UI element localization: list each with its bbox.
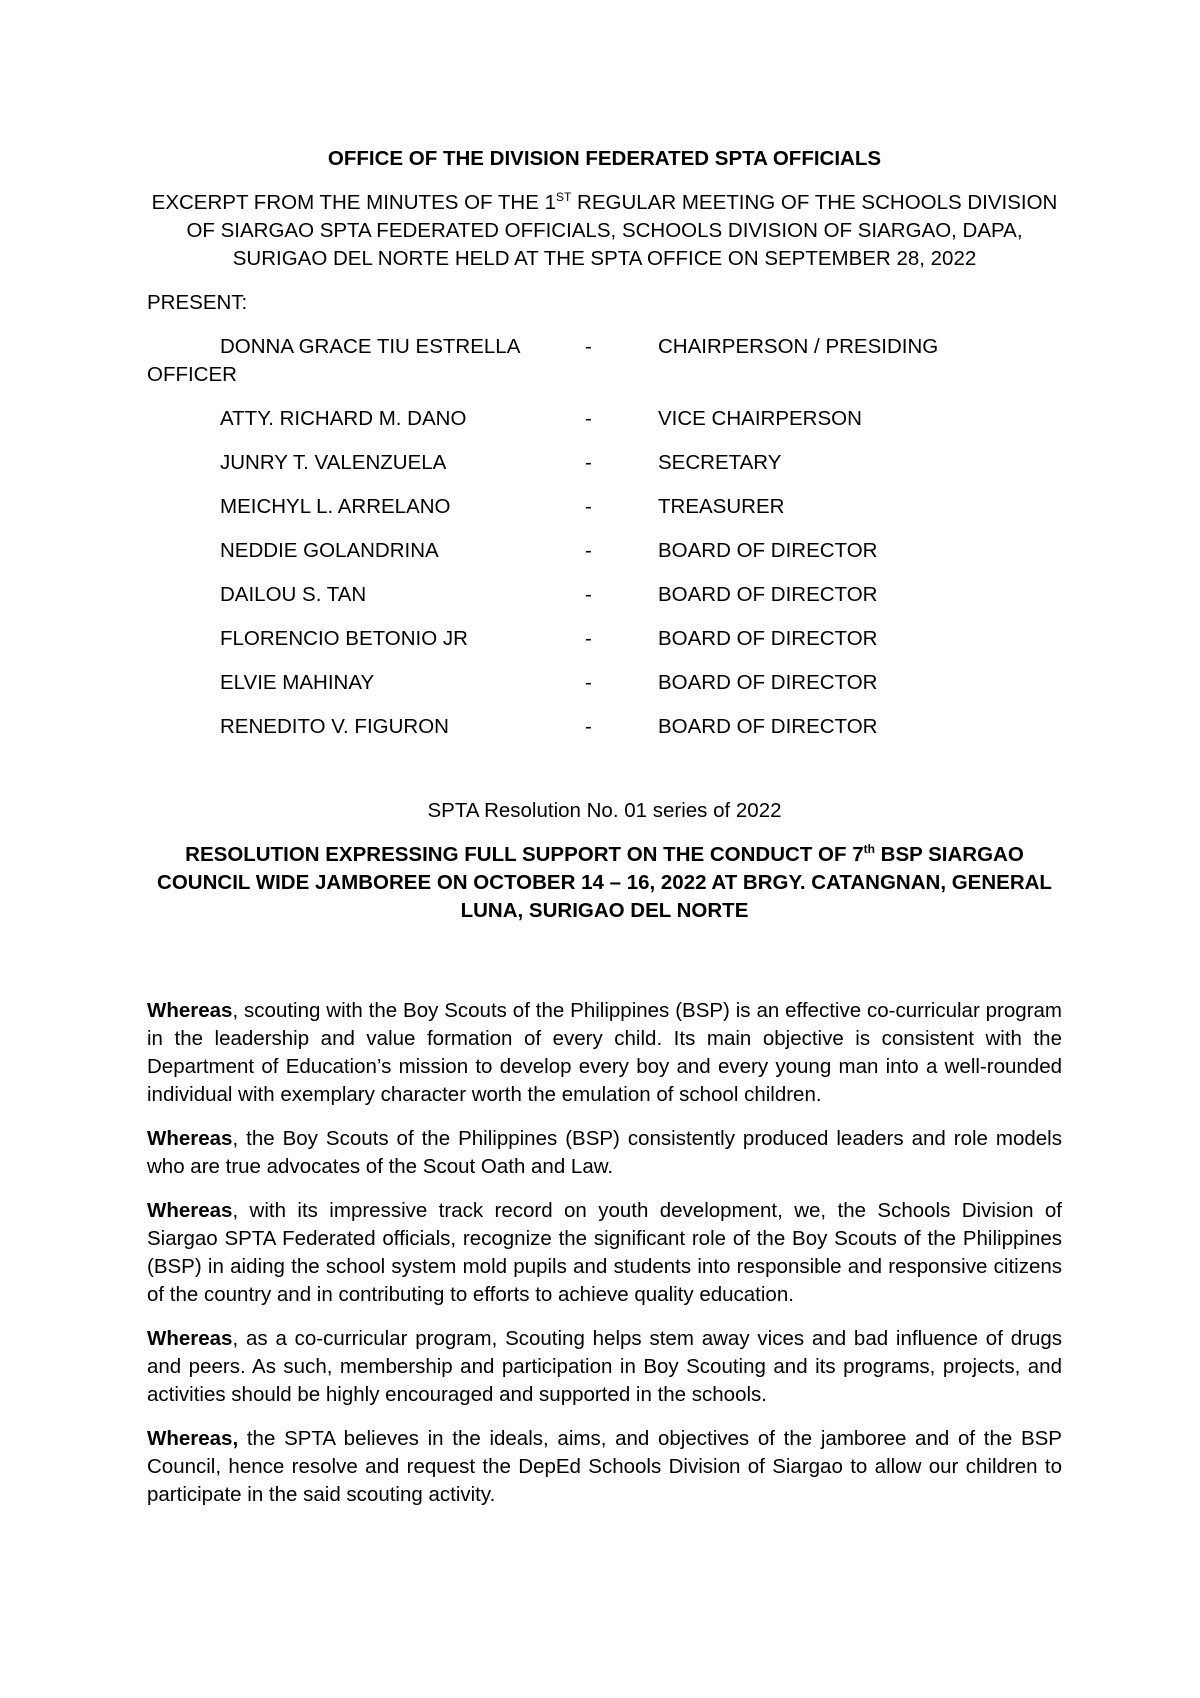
officer-row [147,405,1062,433]
officer-row-chairperson [147,333,1062,389]
whereas-lead: Whereas [147,1327,233,1350]
officer-separator: - [585,671,592,694]
officer-separator: - [585,715,592,738]
officer-name: DONNA GRACE TIU ESTRELLA [220,335,521,358]
officer-role: BOARD OF DIRECTOR [658,539,878,562]
excerpt-text-end: REGULAR MEETING OF THE SCHOOLS DIVISION OF SIARGAO SPTA FEDERATED OFFICIALS, SCHOOLS DIVISION OF SIARGAO, DAPA, SURIGAO DEL NORTE HELD AT THE SPTA OFFICE ON SEPTEMBER 28, 2022 [186,191,1058,270]
whereas-clause [147,1325,1062,1409]
officer-row [147,581,1062,609]
officer-role: SECRETARY [658,451,782,474]
resolution-title-ordinal-suffix: th [863,842,875,856]
office-title: OFFICE OF THE DIVISION FEDERATED SPTA OFFICIALS [327,147,882,170]
whereas-clause [147,1125,1062,1181]
officer-separator: - [585,451,592,474]
officer-role-continuation: OFFICER [147,363,237,386]
excerpt-ordinal-suffix: ST [556,190,572,204]
officer-role: VICE CHAIRPERSON [658,407,862,430]
whereas-clause [147,997,1062,1109]
officer-row [147,625,1062,653]
officer-row [147,537,1062,565]
officer-separator: - [585,407,592,430]
whereas-lead: Whereas [147,1199,233,1222]
excerpt-text-start: EXCERPT FROM THE MINUTES OF THE 1 [151,191,556,214]
officer-role: TREASURER [658,495,785,518]
whereas-lead: Whereas, [147,1427,239,1450]
officer-name: ELVIE MAHINAY [220,671,375,694]
resolution-title [147,841,1062,925]
whereas-clause [147,1425,1062,1509]
minutes-excerpt [147,189,1062,273]
officer-row [147,669,1062,697]
officer-name: FLORENCIO BETONIO JR [220,627,468,650]
officer-separator: - [585,627,592,650]
officer-role: BOARD OF DIRECTOR [658,583,878,606]
officer-name: MEICHYL L. ARRELANO [220,495,451,518]
officer-name: ATTY. RICHARD M. DANO [220,407,467,430]
officer-row [147,449,1062,477]
resolution-number: SPTA Resolution No. 01 series of 2022 [427,799,782,822]
officer-name: JUNRY T. VALENZUELA [220,451,447,474]
officer-separator: - [585,583,592,606]
whereas-text: the SPTA believes in the ideals, aims, and objectives of the jamboree and of the BSP Council, hence resolve and request the DepEd Schools Division of Siargao to allow our children to participate in the said scouting activity. [147,1427,1062,1506]
officer-role: CHAIRPERSON / PRESIDING [658,335,939,358]
officer-row [147,713,1062,741]
document-page [147,145,1062,1525]
whereas-text: , scouting with the Boy Scouts of the Philippines (BSP) is an effective co-curricular program in the leadership and value formation of every child. Its main objective is consistent with the Department of Education’s mission to develop every boy and every young man into a well-rounded individual with exemplary character worth the emulation of school children. [147,999,1062,1106]
resolution-title-end: BSP SIARGAO COUNCIL WIDE JAMBOREE ON OCTOBER 14 – 16, 2022 AT BRGY. CATANGNAN, GENERAL LUNA, SURIGAO DEL NORTE [157,843,1052,922]
whereas-lead: Whereas [147,1127,233,1150]
whereas-text: , with its impressive track record on youth development, we, the Schools Division of Siargao SPTA Federated officials, recognize the significant role of the Boy Scouts of the Philippines (BSP) in aiding the school system mold pupils and students into responsible and responsive citizens of the country and in contributing to efforts to achieve quality education. [147,1199,1062,1306]
present-label: PRESENT: [147,291,248,314]
officer-name: NEDDIE GOLANDRINA [220,539,439,562]
officer-role: BOARD OF DIRECTOR [658,627,878,650]
officer-name: RENEDITO V. FIGURON [220,715,449,738]
officer-separator: - [585,495,592,518]
officer-row [147,493,1062,521]
officer-name: DAILOU S. TAN [220,583,367,606]
officer-role: BOARD OF DIRECTOR [658,671,878,694]
officer-separator: - [585,335,592,358]
resolution-title-start: RESOLUTION EXPRESSING FULL SUPPORT ON THE CONDUCT OF 7 [185,843,864,866]
officer-role: BOARD OF DIRECTOR [658,715,878,738]
whereas-clause [147,1197,1062,1309]
whereas-lead: Whereas [147,999,233,1022]
whereas-text: , as a co-curricular program, Scouting helps stem away vices and bad influence of drugs and peers. As such, membership and participation in Boy Scouting and its programs, projects, and activities should be highly encouraged and supported in the schools. [147,1327,1062,1406]
whereas-text: , the Boy Scouts of the Philippines (BSP) consistently produced leaders and role models who are true advocates of the Scout Oath and Law. [147,1127,1062,1178]
officer-separator: - [585,539,592,562]
